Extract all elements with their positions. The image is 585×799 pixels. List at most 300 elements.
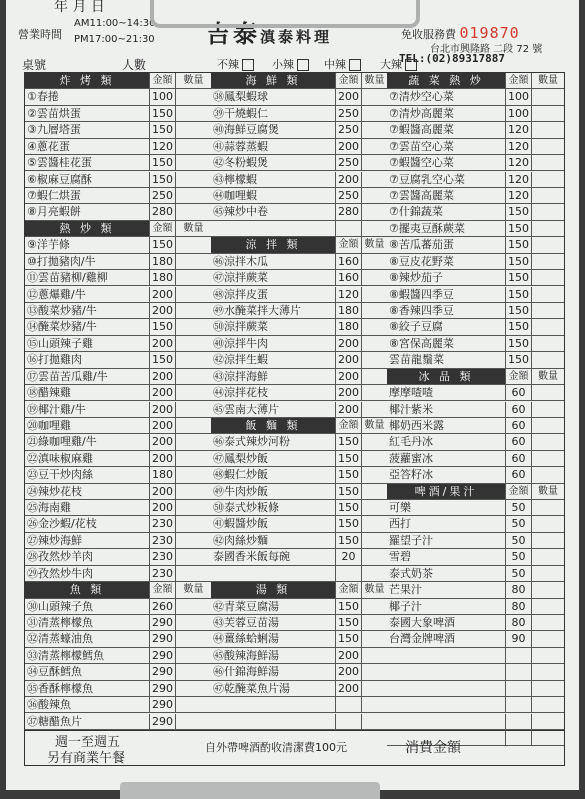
item-qty-cell[interactable]	[531, 451, 564, 466]
table-label: 桌號	[22, 58, 47, 72]
item-qty-cell[interactable]	[175, 270, 211, 285]
item-qty-cell[interactable]	[175, 697, 211, 712]
menu-item-row	[211, 369, 387, 385]
menu-item-row	[387, 566, 564, 582]
menu-item-row	[387, 122, 564, 138]
price-header: 金額	[335, 237, 361, 252]
item-qty-cell[interactable]	[531, 172, 564, 187]
item-price: 160	[335, 270, 361, 285]
item-price: 200	[149, 418, 175, 433]
item-price: 150	[505, 237, 531, 252]
item-name: ㊾水醃菜拌大薄片	[213, 303, 301, 317]
item-name: 雪碧	[389, 550, 411, 564]
item-price: 200	[335, 352, 361, 367]
item-name: ⑳咖哩雞	[27, 418, 71, 432]
item-price: 200	[335, 172, 361, 187]
menu-item-row	[25, 500, 211, 516]
item-qty-cell[interactable]	[175, 418, 211, 433]
item-qty-cell[interactable]	[531, 549, 564, 564]
menu-item-row	[387, 516, 564, 532]
item-qty-cell[interactable]	[531, 615, 564, 630]
item-price: 150	[149, 106, 175, 121]
item-qty-cell[interactable]	[361, 287, 387, 302]
item-price: 200	[149, 287, 175, 302]
menu-item-row	[211, 566, 387, 582]
item-name: ㉖金沙蝦/花枝	[27, 517, 97, 531]
item-name: 椰奶西米露	[389, 418, 444, 432]
item-qty-cell[interactable]	[531, 270, 564, 285]
item-qty-cell[interactable]	[175, 106, 211, 121]
item-name: ㉔辣炒花枝	[27, 484, 82, 498]
item-qty-cell[interactable]	[361, 599, 387, 614]
section-title: 湯 類	[211, 582, 335, 597]
item-qty-cell[interactable]	[531, 254, 564, 269]
item-qty-cell[interactable]	[175, 467, 211, 482]
item-qty-cell[interactable]	[531, 336, 564, 351]
menu-item-row	[211, 533, 387, 549]
item-name: ㊲糖醋魚片	[27, 714, 82, 728]
menu-item-row	[387, 237, 564, 253]
item-qty-cell[interactable]	[531, 697, 564, 712]
item-name: ⑦擺夷豆酥蕨菜	[389, 221, 465, 235]
item-name: 台灣金牌啤酒	[389, 632, 455, 646]
item-qty-cell[interactable]	[361, 697, 387, 712]
item-name: ⑦蝦醬高麗菜	[389, 123, 454, 137]
item-qty-cell[interactable]	[531, 221, 564, 236]
item-qty-cell[interactable]	[531, 188, 564, 203]
section-header	[387, 369, 564, 385]
menu-item-row	[25, 714, 211, 730]
item-price: 150	[149, 122, 175, 137]
item-name: ㊺辣炒中卷	[213, 205, 268, 219]
item-qty-cell[interactable]	[175, 254, 211, 269]
item-name: ㊶蝦醬炒飯	[213, 517, 268, 531]
item-qty-cell[interactable]	[361, 188, 387, 203]
item-name: ㊷肉絲炒麵	[213, 533, 268, 547]
price-header: 金額	[149, 582, 175, 597]
item-name: ㊳鳳梨蝦球	[213, 90, 268, 104]
item-price: 50	[505, 566, 531, 581]
item-qty-cell[interactable]	[175, 599, 211, 614]
item-qty-cell[interactable]	[531, 664, 564, 679]
item-qty-cell[interactable]	[361, 681, 387, 696]
price-header: 金額	[149, 221, 175, 236]
item-name: ㊹咖哩蝦	[213, 188, 257, 202]
item-qty-cell[interactable]	[531, 287, 564, 302]
item-price: 200	[149, 402, 175, 417]
item-qty-cell[interactable]	[531, 582, 564, 597]
item-name: ㊻涼拌木瓜	[213, 254, 268, 268]
item-name: ㊵海鮮豆腐煲	[213, 123, 279, 137]
menu-grid	[24, 72, 565, 731]
item-qty-cell[interactable]	[361, 484, 387, 499]
item-qty-cell[interactable]	[531, 385, 564, 400]
item-qty-cell[interactable]	[531, 648, 564, 663]
item-qty-cell[interactable]	[361, 516, 387, 531]
item-qty-cell[interactable]	[361, 254, 387, 269]
item-qty-cell[interactable]	[361, 533, 387, 548]
item-qty-cell[interactable]	[361, 369, 387, 384]
item-price: 150	[335, 484, 361, 499]
item-qty-cell[interactable]	[175, 533, 211, 548]
menu-item-row	[211, 385, 387, 401]
item-qty-cell[interactable]	[531, 303, 564, 318]
item-qty-cell[interactable]	[531, 516, 564, 531]
menu-item-row	[387, 204, 564, 220]
section-header	[211, 418, 387, 434]
item-name: ㉗辣炒海鮮	[27, 533, 82, 547]
item-qty-cell[interactable]	[175, 139, 211, 154]
item-price	[335, 221, 361, 236]
item-qty-cell[interactable]	[361, 155, 387, 170]
item-qty-cell[interactable]	[175, 237, 211, 252]
item-name: ㊷冬粉蝦煲	[213, 156, 268, 170]
menu-item-row	[25, 402, 211, 418]
item-qty-cell[interactable]	[175, 566, 211, 581]
spice-mild[interactable]: 小辣	[272, 56, 309, 72]
item-name: ㊸芙蓉豆苗湯	[213, 616, 279, 630]
menu-item-row	[211, 664, 387, 680]
item-price: 120	[335, 287, 361, 302]
section-header	[25, 221, 211, 237]
menu-item-row	[211, 402, 387, 418]
item-qty-cell[interactable]	[361, 714, 387, 729]
menu-item-row	[25, 122, 211, 138]
menu-item-row	[25, 336, 211, 352]
item-name: ㊷青菜豆腐湯	[213, 599, 279, 613]
item-price: 150	[335, 500, 361, 515]
item-qty-cell[interactable]	[531, 122, 564, 137]
item-price: 160	[335, 254, 361, 269]
item-qty-cell[interactable]	[361, 451, 387, 466]
item-price: 180	[149, 467, 175, 482]
item-name: ⑨洋芋條	[27, 238, 70, 252]
section-title: 魚 類	[25, 582, 149, 597]
item-name: ⑧苦瓜蕃茄蛋	[389, 238, 454, 252]
item-qty-cell[interactable]	[175, 352, 211, 367]
item-price: 230	[149, 516, 175, 531]
item-price: 60	[505, 467, 531, 482]
item-name: ⑦豆腐乳空心菜	[389, 172, 465, 186]
menu-item-row	[387, 254, 564, 270]
item-qty-cell[interactable]	[361, 89, 387, 104]
item-name: ⑯打拋雞肉	[27, 353, 82, 367]
menu-item-row	[25, 89, 211, 105]
item-qty-cell[interactable]	[531, 599, 564, 614]
item-name: ⑧香辣四季豆	[389, 303, 454, 317]
item-qty-cell[interactable]	[531, 319, 564, 334]
item-name: ⑧月亮蝦餅	[27, 205, 81, 219]
item-qty-cell[interactable]	[531, 500, 564, 515]
menu-column-1	[25, 73, 211, 730]
item-qty-cell[interactable]	[175, 188, 211, 203]
total-label: 消費金額	[405, 740, 461, 756]
item-qty-cell[interactable]	[361, 500, 387, 515]
item-qty-cell[interactable]	[175, 631, 211, 646]
menu-item-row	[25, 697, 211, 713]
menu-item-row	[25, 484, 211, 500]
item-price: 180	[149, 254, 175, 269]
menu-item-row	[211, 188, 387, 204]
date-line: 年 月 日	[54, 0, 105, 15]
item-price: 230	[149, 549, 175, 564]
item-qty-cell[interactable]	[531, 155, 564, 170]
menu-column-3	[387, 73, 564, 730]
item-name: ㉞豆酥鱈魚	[27, 665, 82, 679]
menu-item-row	[211, 631, 387, 647]
item-qty-cell[interactable]	[361, 319, 387, 334]
item-qty-cell[interactable]	[531, 402, 564, 417]
item-qty-cell[interactable]	[531, 467, 564, 482]
price-header: 金額	[505, 484, 531, 499]
item-name: 羅望子汁	[389, 533, 433, 547]
item-name: ⑩打拋豬肉/牛	[27, 254, 96, 268]
menu-item-row	[387, 434, 564, 450]
menu-item-row	[25, 549, 211, 565]
menu-item-row	[387, 714, 564, 730]
item-qty-cell[interactable]	[531, 631, 564, 646]
item-qty-cell[interactable]	[361, 566, 387, 581]
item-price: 280	[149, 204, 175, 219]
item-price	[335, 714, 361, 729]
item-name: ⑧蝦醬四季豆	[389, 287, 454, 301]
spice-hot[interactable]: 大辣	[380, 56, 417, 72]
spice-none[interactable]: 不辣	[217, 56, 254, 72]
item-qty-cell[interactable]	[361, 615, 387, 630]
item-price	[505, 648, 531, 663]
item-name: 可樂	[389, 501, 411, 515]
item-name: ⑱醋辣雞	[27, 386, 71, 400]
item-name: ⑮山頭辣子雞	[27, 336, 93, 350]
item-price: 60	[505, 402, 531, 417]
item-name: ㊱酸辣魚	[27, 698, 71, 712]
item-name: ㊴干燒蝦仁	[213, 106, 268, 120]
item-qty-cell[interactable]	[175, 204, 211, 219]
item-qty-cell[interactable]	[361, 402, 387, 417]
menu-item-row	[211, 319, 387, 335]
menu-item-row	[387, 533, 564, 549]
menu-item-row	[211, 697, 387, 713]
item-price: 290	[149, 714, 175, 729]
item-price: 150	[505, 254, 531, 269]
item-qty-cell[interactable]	[361, 648, 387, 663]
item-name: ㊺酸辣海鮮湯	[213, 648, 279, 662]
item-price: 180	[335, 319, 361, 334]
item-qty-cell[interactable]	[361, 204, 387, 219]
item-name: ㊶蒜蓉蒸蝦	[213, 139, 268, 153]
price-header: 金額	[335, 582, 361, 597]
item-price: 120	[149, 139, 175, 154]
item-price: 150	[335, 615, 361, 630]
item-qty-cell[interactable]	[531, 533, 564, 548]
item-name: ③九層塔蛋	[27, 123, 81, 137]
item-qty-cell[interactable]	[175, 402, 211, 417]
item-name: ⑦清炒高麗菜	[389, 106, 454, 120]
item-price: 150	[335, 467, 361, 482]
item-name: ㉑綠咖哩雞/牛	[27, 435, 97, 449]
item-price: 120	[505, 155, 531, 170]
qty-header: 數量	[361, 582, 387, 597]
item-name: ㉟香酥檸檬魚	[27, 681, 93, 695]
item-name: ㊷涼拌生蝦	[213, 353, 268, 367]
item-price: 150	[505, 303, 531, 318]
item-name: 雲苗龍鬚菜	[389, 353, 444, 367]
item-qty-cell[interactable]	[361, 172, 387, 187]
item-price: 200	[335, 664, 361, 679]
address: 台北市興隆路 二段 72 號	[430, 44, 543, 55]
item-qty-cell[interactable]	[175, 516, 211, 531]
menu-item-row	[211, 516, 387, 532]
item-qty-cell[interactable]	[361, 664, 387, 679]
item-name: ㊹薑絲蛤蜊湯	[213, 632, 279, 646]
menu-item-row	[387, 500, 564, 516]
item-qty-cell[interactable]	[361, 106, 387, 121]
item-qty-cell[interactable]	[175, 500, 211, 515]
item-qty-cell[interactable]	[531, 566, 564, 581]
menu-item-row	[387, 582, 564, 598]
item-name: ㉙孜然炒牛肉	[27, 566, 93, 580]
item-qty-cell[interactable]	[175, 385, 211, 400]
item-price: 200	[149, 451, 175, 466]
hours-am: AM11:00~14:30	[74, 18, 156, 29]
spice-medium[interactable]: 中辣	[324, 56, 361, 72]
item-qty-cell[interactable]	[361, 270, 387, 285]
item-qty-cell[interactable]	[361, 385, 387, 400]
menu-item-row	[25, 287, 211, 303]
menu-item-row	[25, 599, 211, 615]
menu-item-row	[25, 106, 211, 122]
item-price	[505, 714, 531, 729]
item-qty-cell[interactable]	[175, 172, 211, 187]
item-qty-cell[interactable]	[175, 336, 211, 351]
item-name: ㊾牛肉炒飯	[213, 484, 268, 498]
item-qty-cell[interactable]	[361, 303, 387, 318]
menu-item-row	[387, 631, 564, 647]
item-price: 150	[149, 172, 175, 187]
item-price: 290	[149, 697, 175, 712]
item-qty-cell[interactable]	[531, 714, 564, 729]
item-qty-cell[interactable]	[175, 681, 211, 696]
item-qty-cell[interactable]	[361, 221, 387, 236]
item-name: ㊵涼拌牛肉	[213, 336, 268, 350]
item-qty-cell[interactable]	[175, 369, 211, 384]
item-qty-cell[interactable]	[531, 681, 564, 696]
item-price: 120	[505, 122, 531, 137]
menu-item-row	[387, 549, 564, 565]
item-qty-cell[interactable]	[531, 204, 564, 219]
item-qty-cell[interactable]	[175, 155, 211, 170]
item-price: 100	[505, 89, 531, 104]
item-qty-cell[interactable]	[361, 336, 387, 351]
item-name: ㊹涼拌花枝	[213, 386, 268, 400]
item-qty-cell[interactable]	[361, 139, 387, 154]
menu-item-row	[25, 172, 211, 188]
item-name: 菠蘿蜜冰	[389, 451, 433, 465]
item-name: 芒果汁	[389, 583, 422, 597]
item-qty-cell[interactable]	[361, 122, 387, 137]
item-qty-cell[interactable]	[361, 631, 387, 646]
item-qty-cell[interactable]	[531, 139, 564, 154]
item-price: 150	[505, 270, 531, 285]
item-name: 椰汁紫米	[389, 402, 433, 416]
item-price: 150	[505, 319, 531, 334]
item-price: 290	[149, 615, 175, 630]
qty-header: 數量	[531, 73, 564, 88]
item-price: 150	[505, 352, 531, 367]
item-qty-cell[interactable]	[361, 549, 387, 564]
item-price: 150	[335, 631, 361, 646]
item-qty-cell[interactable]	[361, 434, 387, 449]
item-price: 200	[335, 369, 361, 384]
item-price: 150	[505, 287, 531, 302]
menu-item-row	[211, 500, 387, 516]
item-qty-cell[interactable]	[531, 237, 564, 252]
item-name: ㉓豆干炒肉絲	[27, 468, 93, 482]
item-qty-cell[interactable]	[531, 89, 564, 104]
price-header: 金額	[505, 73, 531, 88]
menu-item-row	[211, 434, 387, 450]
item-qty-cell[interactable]	[175, 484, 211, 499]
item-price: 200	[335, 139, 361, 154]
menu-item-row	[211, 549, 387, 565]
menu-item-row	[211, 89, 387, 105]
menu-item-row	[25, 467, 211, 483]
menu-item-row	[387, 402, 564, 418]
item-qty-cell[interactable]	[361, 352, 387, 367]
item-qty-cell[interactable]	[175, 451, 211, 466]
item-name: ㊼鳳梨炒飯	[213, 451, 268, 465]
item-qty-cell[interactable]	[175, 287, 211, 302]
item-qty-cell[interactable]	[175, 714, 211, 729]
item-name: ⑧豆皮花野菜	[389, 254, 454, 268]
section-header	[211, 582, 387, 598]
qty-header: 數量	[175, 582, 211, 597]
item-name: ②雲苗烘蛋	[27, 106, 81, 120]
item-name: ⑭醃菜炒豬/牛	[27, 320, 97, 334]
item-name: 西打	[389, 517, 411, 531]
menu-item-row	[25, 270, 211, 286]
menu-item-row	[25, 385, 211, 401]
item-qty-cell[interactable]	[175, 122, 211, 137]
menu-item-row	[387, 303, 564, 319]
menu-item-row	[387, 319, 564, 335]
item-name: ⑦雲苗空心菜	[389, 139, 454, 153]
item-qty-cell[interactable]	[175, 648, 211, 663]
menu-item-row	[387, 681, 564, 697]
item-qty-cell[interactable]	[175, 303, 211, 318]
item-qty-cell[interactable]	[531, 106, 564, 121]
item-qty-cell[interactable]	[175, 434, 211, 449]
menu-item-row	[387, 648, 564, 664]
qty-header: 數量	[531, 369, 564, 384]
qty-header: 數量	[175, 73, 211, 88]
item-price: 150	[335, 516, 361, 531]
item-qty-cell[interactable]	[175, 89, 211, 104]
item-qty-cell[interactable]	[175, 664, 211, 679]
item-qty-cell[interactable]	[531, 352, 564, 367]
item-price: 150	[149, 319, 175, 334]
menu-footer	[24, 729, 565, 766]
item-price: 90	[505, 631, 531, 646]
item-name: ㉘孜然炒羊肉	[27, 550, 93, 564]
menu-item-row	[25, 352, 211, 368]
item-qty-cell[interactable]	[175, 615, 211, 630]
item-qty-cell[interactable]	[175, 549, 211, 564]
item-qty-cell[interactable]	[361, 467, 387, 482]
item-qty-cell[interactable]	[175, 319, 211, 334]
item-qty-cell[interactable]	[531, 434, 564, 449]
item-qty-cell[interactable]	[531, 418, 564, 433]
